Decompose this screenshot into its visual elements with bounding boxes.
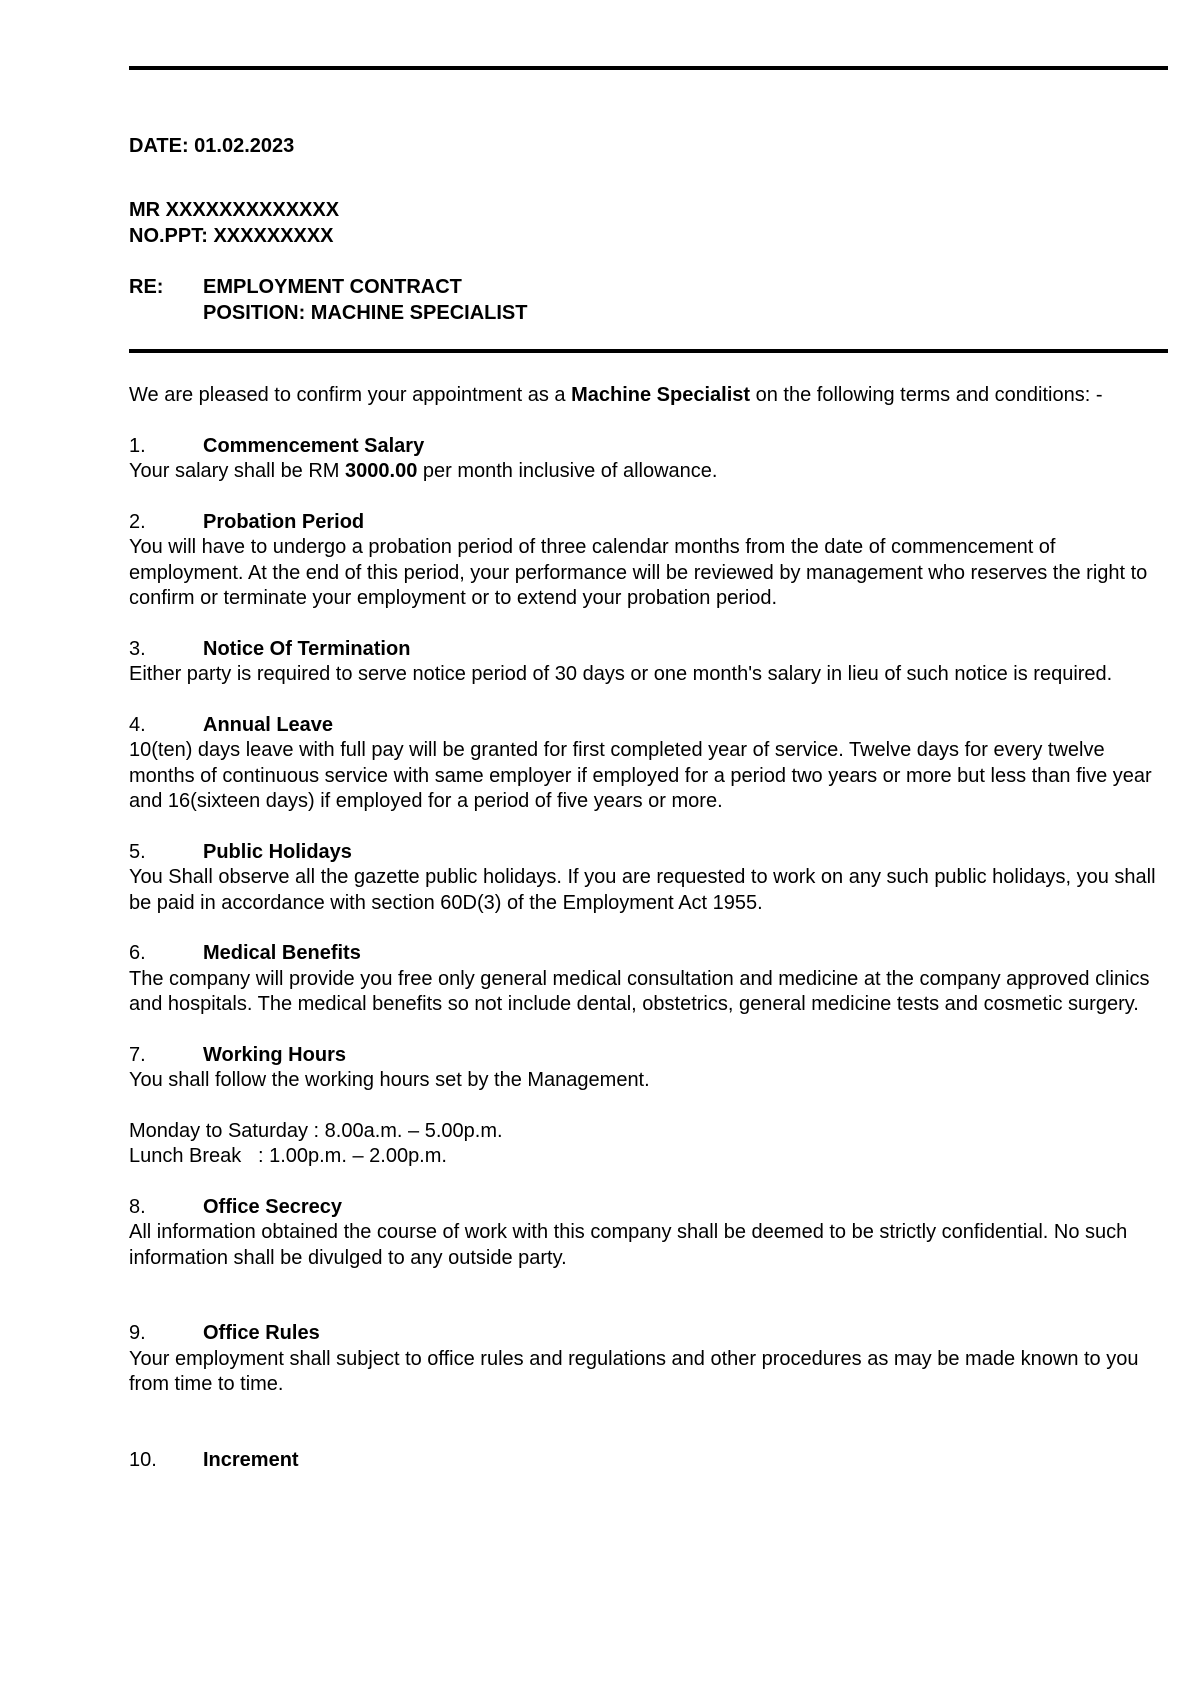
re-label: RE:: [129, 276, 164, 298]
section-number: 9.: [129, 1322, 146, 1344]
section-working-hours: [129, 1043, 1168, 1170]
section-number: 2.: [129, 510, 146, 533]
section-commencement-salary: [129, 434, 1168, 485]
section-number: 6.: [129, 942, 146, 964]
section-medical-benefits: [129, 941, 1168, 1018]
section-text: The company will provide you free only general medical consultation and medicine at the company approved clinics and hospitals. The medical benefits so not include dental, obstetrics, general medicine tests and cosmetic surgery.: [129, 967, 1150, 1015]
section-title: Annual Leave: [203, 713, 334, 736]
date-line: DATE: 01.02.2023: [129, 135, 295, 157]
section-title: Probation Period: [203, 510, 365, 533]
section-text: You Shall observe all the gazette public holidays. If you are requested to work on any such public holidays, you shall be paid in accordance with section 60D(3) of the Employment Act 1955.: [129, 866, 1156, 914]
hours-weekday: Monday to Saturday : 8.00a.m. – 5.00p.m.: [129, 1119, 503, 1142]
letter-body: [129, 383, 1168, 1498]
re-line: [129, 274, 527, 300]
section-title: Office Secrecy: [203, 1195, 342, 1218]
passport-number: NO.PPT: XXXXXXXXX: [129, 225, 334, 247]
section-number: 3.: [129, 637, 146, 660]
section-notice-of-termination: [129, 637, 1168, 688]
section-number: 4.: [129, 713, 146, 736]
position-highlight: Machine Specialist: [571, 384, 751, 406]
section-text: You will have to undergo a probation period of three calendar months from the date of commencement of employment. At the end of this period, your performance will be reviewed by management who reserves the right to confirm or terminate your employment or to extend your probation period.: [129, 536, 1148, 609]
section-text: You shall follow the working hours set by the Management.: [129, 1069, 650, 1091]
section-public-holidays: [129, 840, 1168, 917]
section-office-secrecy: [129, 1195, 1168, 1272]
section-title: Medical Benefits: [203, 942, 361, 964]
top-rule: [129, 66, 1168, 70]
section-title: Working Hours: [203, 1043, 346, 1066]
section-title: Public Holidays: [203, 840, 352, 863]
section-probation-period: [129, 510, 1168, 612]
section-text: All information obtained the course of work with this company shall be deemed to be strictly confidential. No such information shall be divulged to any outside party.: [129, 1221, 1128, 1269]
intro-paragraph: We are pleased to confirm your appointment as a Machine Specialist on the following terms and conditions: -: [129, 384, 1103, 406]
section-number: 10.: [129, 1448, 157, 1471]
section-increment: [129, 1448, 1168, 1474]
section-title: Increment: [203, 1448, 299, 1471]
section-text: Your salary shall be RM 3000.00 per month inclusive of allowance.: [129, 460, 718, 482]
header-divider: [129, 349, 1168, 353]
section-title: Notice Of Termination: [203, 637, 411, 660]
section-office-rules: [129, 1321, 1168, 1398]
section-number: 5.: [129, 840, 146, 863]
salary-amount: 3000.00: [345, 460, 418, 482]
section-text: Your employment shall subject to office rules and regulations and other procedures as may be made known to you from time to time.: [129, 1347, 1139, 1395]
section-number: 1.: [129, 434, 146, 457]
section-text: Either party is required to serve notice period of 30 days or one month's salary in lieu of such notice is required.: [129, 663, 1113, 685]
hours-lunch: Lunch Break : 1.00p.m. – 2.00p.m.: [129, 1145, 447, 1167]
re-subject: EMPLOYMENT CONTRACT: [203, 276, 462, 298]
position-line: [129, 300, 527, 326]
section-number: 8.: [129, 1195, 146, 1218]
section-number: 7.: [129, 1043, 146, 1066]
re-position: POSITION: MACHINE SPECIALIST: [203, 302, 528, 324]
section-title: Office Rules: [203, 1322, 320, 1344]
letter-header: [129, 133, 527, 326]
recipient-name: MR XXXXXXXXXXXXX: [129, 199, 340, 221]
section-annual-leave: [129, 713, 1168, 815]
section-text: 10(ten) days leave with full pay will be granted for first completed year of service. Twelve days for every twelve months of continuous service with same employer if employed for a period two years or more but less than five year and 16(sixteen days) if employed for a period of five years or more.: [129, 739, 1152, 812]
section-title: Commencement Salary: [203, 434, 425, 457]
